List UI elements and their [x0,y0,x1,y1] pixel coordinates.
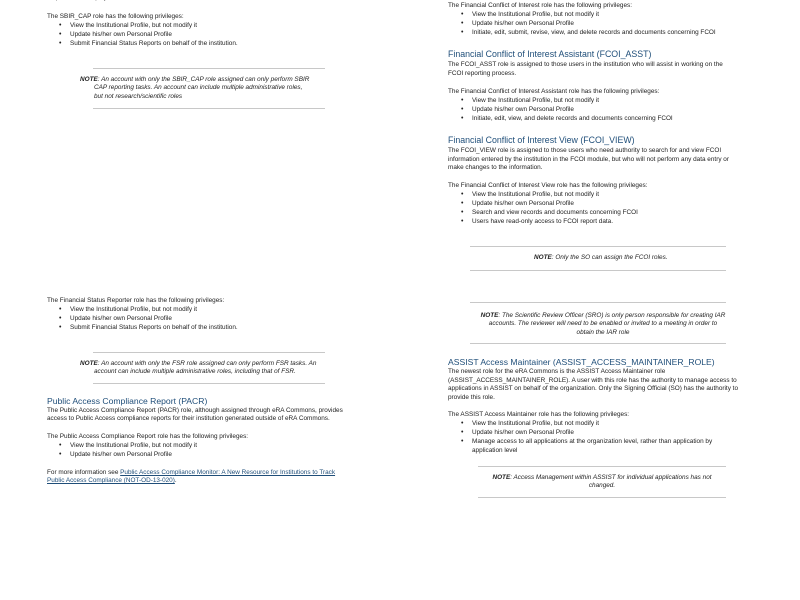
fcoi-asst-desc-line-2: FCOI reporting process. [448,70,517,77]
am-note [478,474,726,491]
more-info-link-line-2[interactable]: Public Access Compliance (NOT-OD-13-020) [47,477,175,484]
pacr-heading: Public Access Compliance Report (PACR) [47,396,208,406]
iar-note-line-3: obtain the IAR role [576,328,630,336]
pacr-desc-line-1: The Public Access Compliance Report (PACR) role, although assigned through eRA Commons, provides [47,407,343,414]
fcoi-view-bullet-4: • Users have read-only access to FCOI report data. [472,218,613,226]
fsr-note-top-rule [93,352,325,353]
sbir-note-line-3: but not research/scientific roles [94,92,183,100]
fcoi-asst-heading: Financial Conflict of Interest Assistant (FCOI_ASST) [448,49,652,59]
assist-am-desc-line-3: applications in ASSIST on behalf of the organization. Only the Signing Official (SO) has the authority to [448,385,738,392]
fcoi-view-desc-line-1: The FCOI_VIEW role is assigned to those users who need authority to search for and view FCOI [448,147,722,154]
so-note-bottom-rule [470,270,726,271]
am-note-line-1: : Access Management within ASSIST for individual applications has not [510,474,712,481]
am-note-bottom-rule [478,497,726,498]
fcoi-asst-bullet-2: • Update his/her own Personal Profile [472,106,574,114]
am-note-label: NOTE [492,474,511,481]
fsr-note-bottom-rule [93,383,325,384]
fcoi-view-desc-line-3: make changes to the information. [448,164,543,171]
iar-note [478,312,728,337]
sbir-cap-bullet-3: • Submit Financial Status Reports on behalf of the institution. [70,40,238,48]
fcoi-asst-intro: The Financial Conflict of Interest Assistant role has the following privileges: [448,88,660,95]
sbir-cap-bullet-2: • Update his/her own Personal Profile [70,31,172,39]
pacr-bullet-1: • View the Institutional Profile, but not modify it [70,442,197,450]
fc-bullet-3: • Initiate, edit, submit, revise, view, and delete records and documents concerning FCOI [472,29,716,37]
assist-am-desc-line-2: (ASSIST_ACCESS_MAINTAINER_ROLE). A user with this role has the authority to manage access to [448,377,737,384]
fcoi-view-heading: Financial Conflict of Interest View (FCOI_VIEW) [448,135,635,145]
fcoi-view-desc-line-2: information entered by the institution in the FCOI module, but who will not perform any data entry or [448,156,729,163]
am-note-top-rule [478,466,726,467]
more-info-link-line-1[interactable]: Public Access Compliance Monitor: A New Resource for Institutions to Track [120,469,336,476]
so-note-text: : Only the SO can assign the FCOI roles. [551,254,668,261]
fcoi-asst-bullet-1: • View the Institutional Profile, but not modify it [472,97,599,105]
top-fragment-text [47,0,160,2]
assist-am-bullet-3-cont: application level [472,447,518,454]
fsr-note [80,360,325,377]
assist-am-intro: The ASSIST Access Maintainer role has the following privileges: [448,411,630,418]
sbir-note-label: NOTE [80,76,98,83]
assist-am-desc-line-4: provide this role. [448,394,495,401]
fsr-intro: The Financial Status Reporter role has the following privileges: [47,297,225,304]
fsr-bullet-2: • Update his/her own Personal Profile [70,315,172,323]
iar-note-line-2: accounts. The reviewer will need to be enabled or invited to a meeting in order to [488,320,718,328]
sbir-cap-bullet-1: • View the Institutional Profile, but not modify it [70,22,197,30]
fsr-note-line-2: account can include multiple administrative roles, including that of FSR. [94,368,296,376]
fsr-bullet-3: • Submit Financial Status Reports on behalf of the institution. [70,324,238,332]
fcoi-view-bullet-1: • View the Institutional Profile, but not modify it [472,191,599,199]
pacr-desc-line-2: access to Public Access compliance reports for their institution generated outside of eRA Commons. [47,415,330,422]
sbir-cap-intro: The SBIR_CAP role has the following privileges: [47,13,184,20]
fcoi-asst-desc-line-1: The FCOI_ASST role is assigned to those users in the institution who will assist in working on the [448,61,723,68]
fcoi-view-intro: The Financial Conflict of Interest View role has the following privileges: [448,182,648,189]
assist-am-bullet-2: • Update his/her own Personal Profile [472,429,574,437]
assist-am-bullet-1: • View the Institutional Profile, but not modify it [472,420,599,428]
pacr-intro: The Public Access Compliance Report role has the following privileges: [47,433,249,440]
more-info-suffix: . [174,477,177,484]
fsr-bullet-1: • View the Institutional Profile, but not modify it [70,306,197,314]
fsr-note-label: NOTE [80,360,98,367]
assist-am-bullet-3: • Manage access to all applications at the organization level, rather than application by [472,438,712,446]
fcoi-view-bullet-3: • Search and view records and documents concerning FCOI [472,209,638,217]
iar-note-label: NOTE [480,312,499,319]
so-note-top-rule [470,246,726,247]
sbir-note-bottom-rule [93,108,325,109]
sbir-note-top-rule [93,68,325,69]
am-note-line-2: changed. [588,482,616,490]
more-info-prefix: For more information see [47,469,121,476]
assist-am-desc-line-1: The newest role for the eRA Commons is the ASSIST Access Maintainer role [448,368,666,375]
fc-bullet-2: • Update his/her own Personal Profile [472,20,574,28]
assist-am-heading: ASSIST Access Maintainer (ASSIST_ACCESS_MAINTAINER_ROLE) [448,357,715,367]
more-info-line-2 [47,477,177,485]
fc-bullet-1: • View the Institutional Profile, but not modify it [472,11,599,19]
fcoi-asst-bullet-3: • Initiate, edit, view, and delete records and documents concerning FCOI [472,115,673,123]
pacr-bullet-2: • Update his/her own Personal Profile [70,451,172,459]
so-note-label: NOTE [534,254,552,261]
fsr-note-line-1: : An account with only the FSR role assigned can only perform FSR tasks. An [97,360,317,367]
iar-note-bottom-rule [470,343,726,344]
fcoi-view-bullet-2: • Update his/her own Personal Profile [472,200,574,208]
sbir-note-line-1: : An account with only the SBIR_CAP role assigned can only perform SBIR [97,76,310,83]
iar-note-line-1: : The Scientific Review Officer (SRO) is only person responsible for creating IAR [498,312,726,319]
so-note [534,254,668,262]
fc-intro: The Financial Conflict of Interest role has the following privileges: [448,2,632,9]
iar-note-top-rule [470,302,726,303]
sbir-note-line-2: CAP reporting tasks. An account can include multiple administrative roles, [94,84,303,92]
sbir-note [80,76,320,101]
